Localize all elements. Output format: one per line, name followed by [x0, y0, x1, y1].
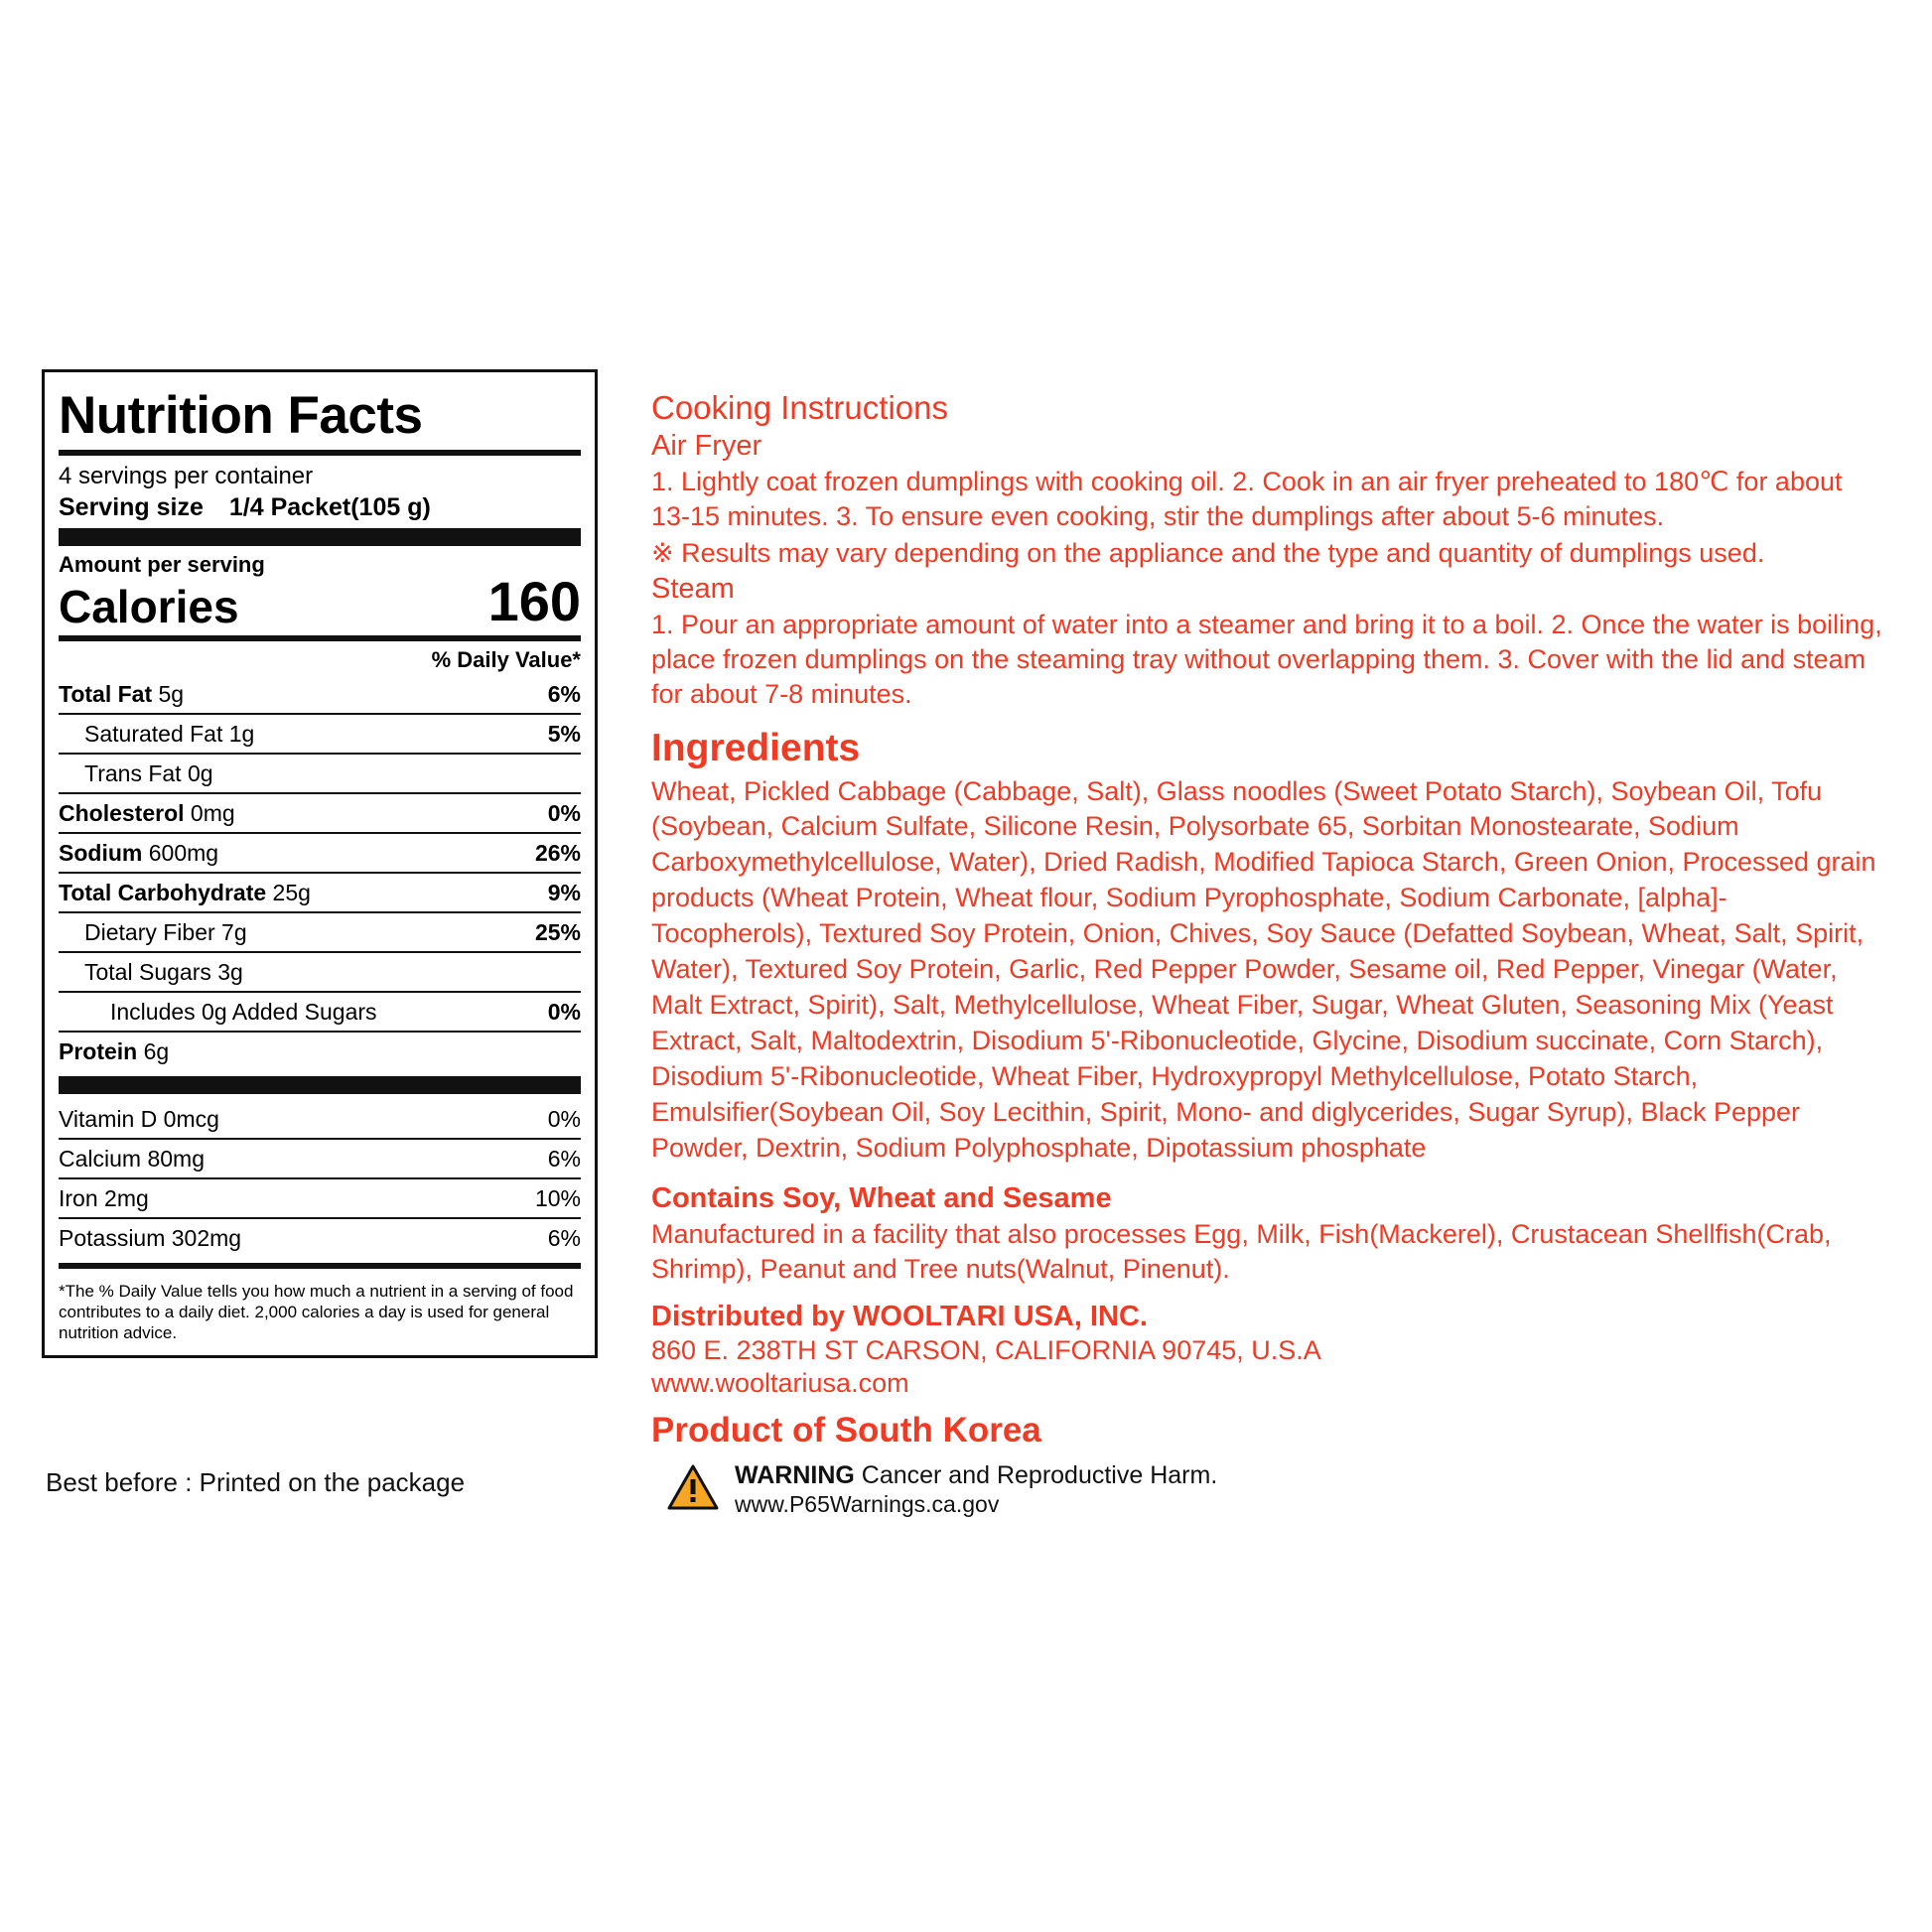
serving-size-value: 1/4 Packet(105 g) — [228, 492, 431, 521]
vitamin-daily-value: 6% — [547, 1145, 581, 1172]
vitamin-row — [59, 1100, 581, 1138]
allergen-contains: Contains Soy, Wheat and Sesame — [651, 1181, 1112, 1214]
vitamin-label: Potassium 302mg — [59, 1224, 242, 1251]
vitamin-row — [59, 1177, 581, 1217]
nutrient-row — [59, 911, 581, 951]
nutrition-facts-panel — [42, 369, 598, 1358]
warning-line — [735, 1460, 1217, 1491]
nutrient-daily-value: 9% — [547, 879, 581, 905]
nutrient-row — [59, 713, 581, 753]
servings-per-container: 4 servings per container — [59, 462, 314, 489]
warning-label: WARNING — [735, 1460, 855, 1489]
nutrient-label: Total Fat 5g — [59, 680, 185, 707]
nutrient-daily-value: 6% — [547, 680, 581, 707]
nutrient-row — [59, 792, 581, 832]
nutrient-row — [59, 872, 581, 911]
ingredients-body: Wheat, Pickled Cabbage (Cabbage, Salt), Glass noodles (Sweet Potato Starch), Soybean Oil, Tofu (Soybean, Calcium Sulfate, Silicone Resin, Polysorbate 65, Sorbitan Monostearate, Sodium Carboxymethylcellulose, Water), Dried Radish, Modified Tapioca Starch, Green Onion, Processed grain products (Wheat Protein, Wheat flour, Sodium Pyrophosphate, Sodium Carbonate, [alpha]-Tocopherols), Textured Soy Protein, Onion, Chives, Soy Sauce (Defatted Soybean, Wheat, Salt, Spirit, Water), Textured Soy Protein, Garlic, Red Pepper Powder, Sesame oil, Red Pepper, Vinegar (Water, Malt Extract, Spirit), Salt, Methylcellulose, Wheat Fiber, Sugar, Wheat Gluten, Seasoning Mix (Yeast Extract, Salt, Maltodextrin, Disodium 5'-Ribonucleotide, Glycine, Disodium succinate, Corn Starch), Disodium 5'-Ribonucleotide, Wheat Fiber, Hydroxypropyl Methylcellulose, Potato Starch, Emulsifier(Soybean Oil, Soy Lecithin, Spirit, Mono- and diglycerides, Sugar Syrup), Black Pepper Powder, Dextrin, Sodium Polyphosphate, Dipotassium phosphate — [651, 775, 1876, 1163]
nutrient-label: Sodium 600mg — [59, 839, 219, 866]
vitamin-row — [59, 1217, 581, 1257]
nutrient-row — [59, 991, 581, 1031]
nutrient-label: Saturated Fat 1g — [84, 720, 255, 747]
air-fryer-label: Air Fryer — [651, 430, 762, 462]
nutrient-label: Trans Fat 0g — [84, 759, 213, 786]
nutrient-daily-value: 0% — [547, 799, 581, 826]
warning-triangle-icon — [667, 1464, 719, 1515]
vitamin-row — [59, 1138, 581, 1177]
nutrient-row — [59, 951, 581, 991]
steam-steps: 1. Pour an appropriate amount of water into a steamer and bring it to a boil. 2. Once the water is boiling, place frozen dumplings on the steaming tray without overlapping them. 3. Cover with the lid and steam for about 7-8 minutes. — [651, 610, 1882, 710]
divider-thick — [59, 1076, 581, 1094]
distributor-website[interactable]: www.wooltariusa.com — [651, 1367, 909, 1398]
calories-label: Calories — [59, 580, 239, 632]
allergen-facility: Manufactured in a facility that also processes Egg, Milk, Fish(Mackerel), Crustacean Shellfish(Crab, Shrimp), Peanut and Tree nuts(Walnut, Pinenut). — [651, 1218, 1832, 1284]
amount-per-serving-label: Amount per serving — [59, 551, 265, 577]
best-before-text: Best before : Printed on the package — [46, 1467, 466, 1497]
product-origin: Product of South Korea — [651, 1410, 1041, 1449]
warning-url[interactable]: www.P65Warnings.ca.gov — [735, 1491, 1000, 1518]
prop65-warning — [667, 1460, 1882, 1518]
daily-value-footnote: *The % Daily Value tells you how much a nutrient in a serving of food contributes to a daily diet. 2,000 calories a day is used for general nutrition advice. — [59, 1281, 574, 1343]
nutrient-label: Total Carbohydrate 25g — [59, 879, 311, 905]
nutrient-label: Cholesterol 0mg — [59, 799, 235, 826]
nutrient-daily-value: 0% — [547, 998, 581, 1025]
vitamin-rows — [59, 1100, 581, 1257]
vitamin-daily-value: 0% — [547, 1105, 581, 1132]
nutrient-row — [59, 1031, 581, 1070]
serving-size-row — [59, 493, 581, 522]
nutrient-label: Dietary Fiber 7g — [84, 918, 247, 945]
nutrition-facts-title: Nutrition Facts — [59, 386, 423, 445]
calories-row — [59, 569, 581, 632]
divider — [59, 635, 581, 641]
nutrient-row — [59, 675, 581, 713]
nutrient-row — [59, 753, 581, 792]
air-fryer-note: ※ Results may vary depending on the appliance and the type and quantity of dumplings used. — [651, 538, 1765, 569]
nutrient-row — [59, 832, 581, 872]
vitamin-label: Calcium 80mg — [59, 1145, 205, 1172]
serving-size-label: Serving size — [59, 492, 204, 521]
divider — [59, 450, 581, 456]
ingredients-heading: Ingredients — [651, 726, 861, 769]
air-fryer-steps: 1. Lightly coat frozen dumplings with cooking oil. 2. Cook in an air fryer preheated to 180℃ for about 13-15 minutes. 3. To ensure even cooking, stir the dumplings after about 5-6 minutes. — [651, 467, 1843, 532]
cooking-instructions-heading: Cooking Instructions — [651, 389, 948, 426]
vitamin-daily-value: 10% — [534, 1184, 581, 1211]
vitamin-daily-value: 6% — [547, 1224, 581, 1251]
nutrient-label: Total Sugars 3g — [84, 958, 243, 985]
nutrient-daily-value: 26% — [534, 839, 581, 866]
warning-message: Cancer and Reproductive Harm. — [854, 1460, 1218, 1489]
steam-label: Steam — [651, 573, 735, 606]
warning-text-block — [735, 1460, 1217, 1518]
distributor-name: Distributed by WOOLTARI USA, INC. — [651, 1300, 1148, 1332]
nutrient-daily-value: 5% — [547, 720, 581, 747]
right-column — [651, 389, 1882, 1518]
nutrient-daily-value: 25% — [534, 918, 581, 945]
daily-value-header: % Daily Value* — [431, 646, 581, 672]
nutrient-label: Includes 0g Added Sugars — [110, 998, 377, 1025]
divider — [59, 1263, 581, 1269]
divider-thick — [59, 528, 581, 546]
distributor-address: 860 E. 238TH ST CARSON, CALIFORNIA 90745, U.S.A — [651, 1334, 1321, 1365]
nutrient-label: Protein 6g — [59, 1037, 170, 1064]
calories-value: 160 — [487, 569, 581, 632]
vitamin-label: Vitamin D 0mcg — [59, 1105, 219, 1132]
vitamin-label: Iron 2mg — [59, 1184, 149, 1211]
nutrient-rows — [59, 675, 581, 1070]
